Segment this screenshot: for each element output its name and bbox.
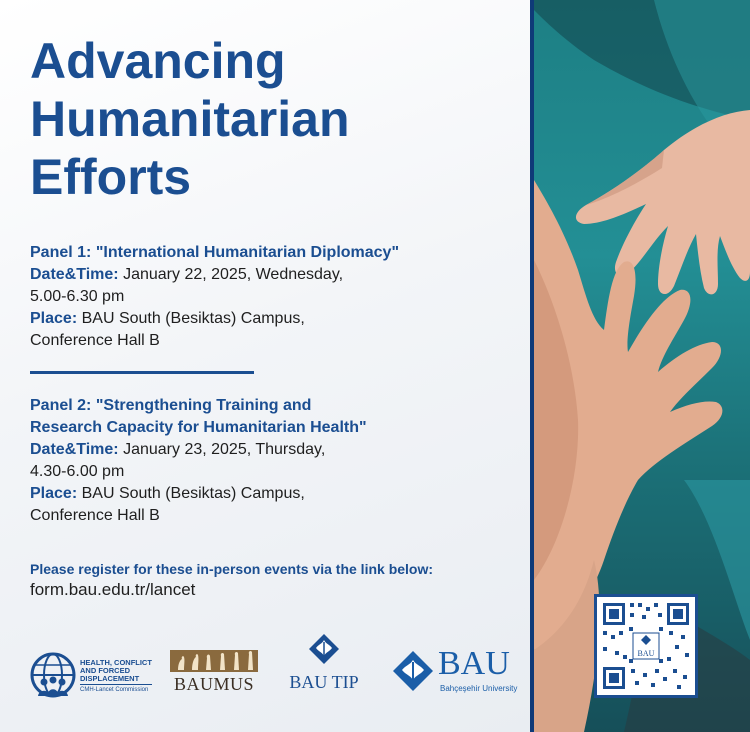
panel-2-label: Panel 2: (30, 397, 92, 414)
panel-1-hall: Conference Hall B (30, 332, 160, 349)
bau-tulip-icon (307, 632, 341, 668)
bau-logo (392, 646, 517, 696)
hcfd-line-3: DISPLACEMENT (80, 674, 140, 683)
panel-2-place (30, 483, 367, 505)
panel-2-place-value: BAU South (Besiktas) Campus, (81, 485, 305, 502)
panel-2-datetime-label: Date&Time: (30, 441, 119, 458)
bautip-name: BAU TIP (289, 672, 359, 692)
baumus-name: BAUMUS (173, 674, 255, 694)
panel-1-name: "International Humanitarian Diplomacy" (95, 244, 400, 261)
hcfd-line-2: AND FORCED (80, 666, 130, 675)
panel-1-datetime (30, 264, 399, 286)
panel-2-heading (30, 395, 367, 417)
bau-university-name: Bahçeşehir University (440, 684, 518, 693)
panel-1-datetime-label: Date&Time: (30, 266, 119, 283)
panel-1-place-label: Place: (30, 310, 78, 327)
bau-tulip-icon (392, 650, 434, 692)
baumus-logo (170, 650, 260, 698)
title-line-1: Advancing (30, 33, 286, 89)
register-instructions: Please register for these in-person events via the link below: (30, 561, 434, 577)
hcfd-logo (30, 650, 155, 700)
panel-1-time: 5.00-6.30 pm (30, 288, 125, 305)
bau-name: BAU (438, 645, 510, 682)
hcfd-line-4: CMH-Lancet Commission (80, 684, 152, 694)
globe-people-icon (30, 652, 76, 698)
panel-1-date: January 22, 2025, Wednesday, (123, 266, 344, 283)
panel-2-name-line-1: "Strengthening Training and (95, 397, 312, 414)
panel-1-heading (30, 242, 399, 264)
panel-2-date: January 23, 2025, Thursday, (123, 441, 326, 458)
panel-1-details (30, 242, 399, 352)
title-line-3: Efforts (30, 149, 192, 205)
qr-code-icon (597, 597, 695, 695)
title-line-2: Humanitarian (30, 91, 350, 147)
page-title (30, 32, 350, 206)
panel-2-datetime (30, 439, 367, 461)
evolution-figures-icon (170, 650, 258, 672)
panel-2-hall: Conference Hall B (30, 507, 160, 524)
qr-center-label: BAU (637, 649, 655, 658)
panel-1-label: Panel 1: (30, 244, 92, 261)
register-link[interactable]: form.bau.edu.tr/lancet (30, 580, 196, 599)
registration-qr-code[interactable] (594, 594, 698, 698)
panel-1-place (30, 308, 399, 330)
vertical-divider (530, 0, 534, 732)
bautip-logo (284, 632, 364, 704)
panel-2-place-label: Place: (30, 485, 78, 502)
panel-2-time: 4.30-6.00 pm (30, 463, 125, 480)
hcfd-line-1: HEALTH, CONFLICT (80, 658, 152, 667)
panel-2-details (30, 395, 367, 527)
panel-separator (30, 371, 254, 374)
panel-1-place-value: BAU South (Besiktas) Campus, (81, 310, 305, 327)
panel-2-name-line-2: Research Capacity for Humanitarian Health" (30, 419, 367, 436)
